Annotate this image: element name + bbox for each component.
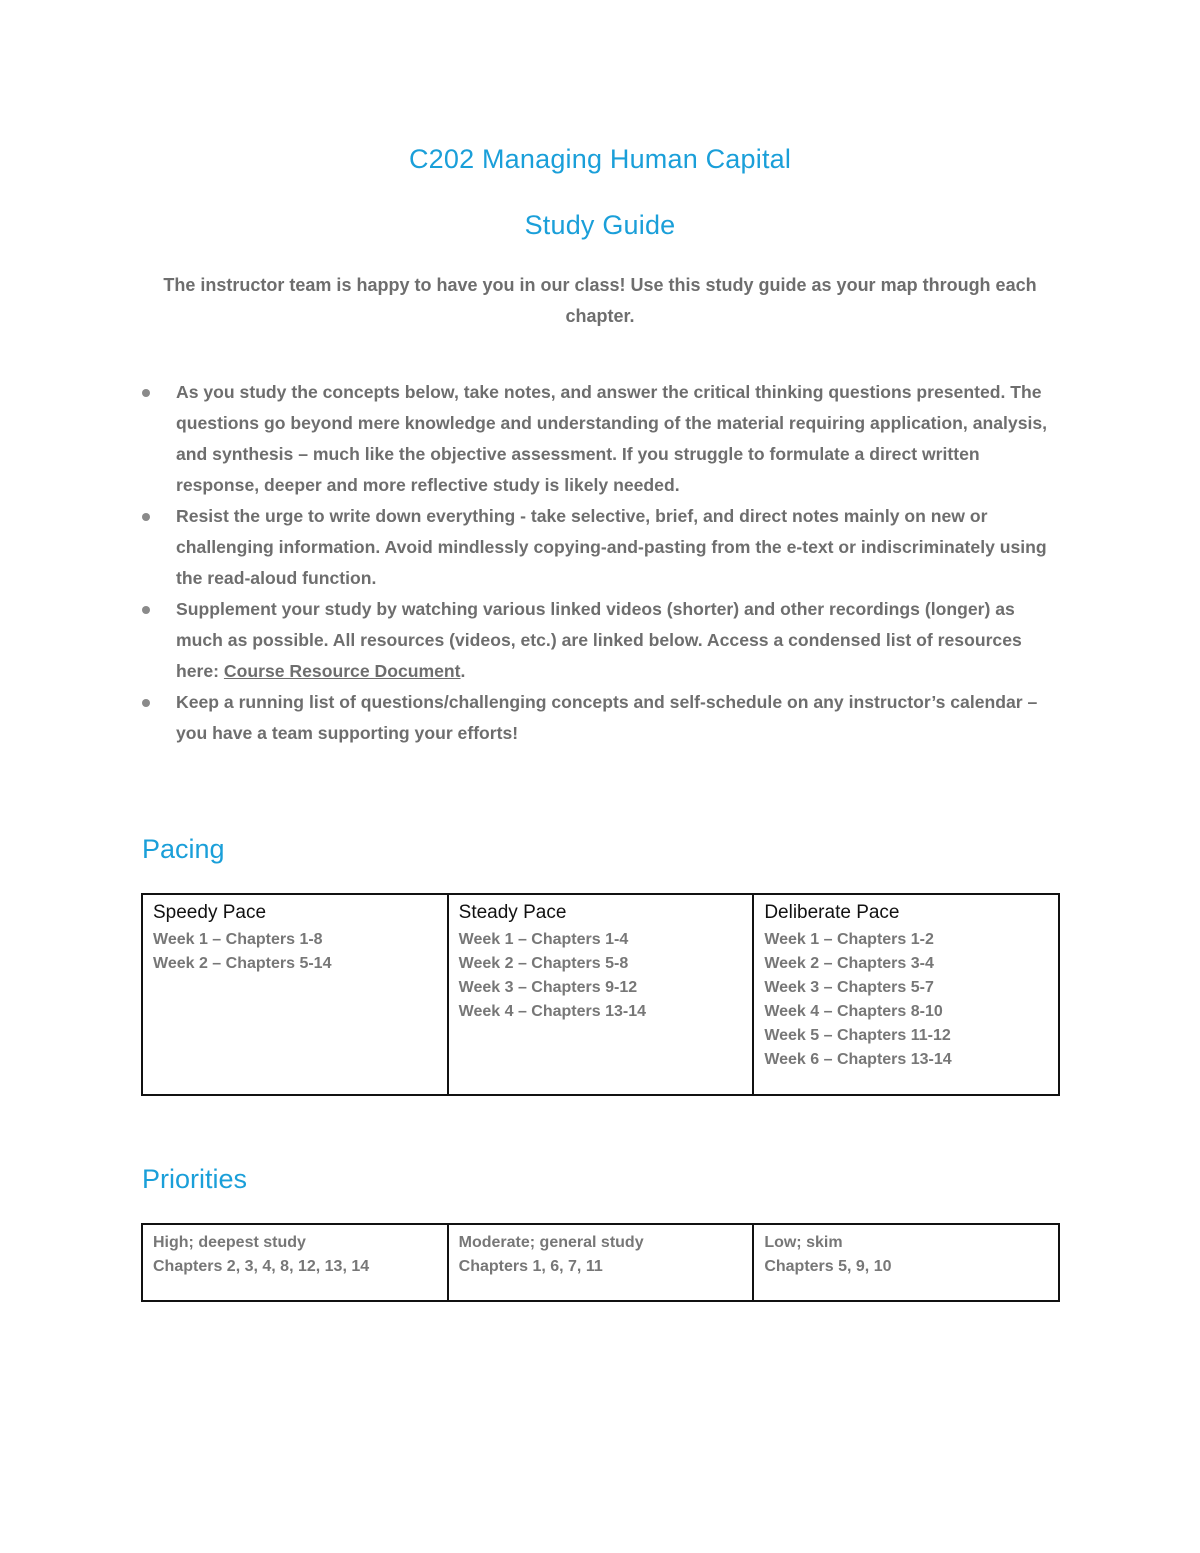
pacing-week: Week 1 – Chapters 1-4 <box>458 931 629 948</box>
pacing-week: Week 4 – Chapters 13-14 <box>458 1003 647 1020</box>
pacing-week: Week 3 – Chapters 9-12 <box>458 979 638 996</box>
pacing-column-title: Speedy Pace <box>153 902 267 923</box>
priority-level: Moderate; general study <box>458 1234 644 1251</box>
guidance-text: Supplement your study by watching various linked videos (shorter) and other recordings (longer) as much as possible. All resources (videos, etc.) are linked below. Access a condensed list of resources here: <box>176 599 1022 681</box>
guidance-text: As you study the concepts below, take notes, and answer the critical thinking questions presented. The questions go beyond mere knowledge and understanding of the material requiring application, analysis, and synthesis – much like the objective assessment. If you struggle to formulate a direct written response, deeper and more reflective study is likely needed. <box>176 382 1048 495</box>
pacing-column-title: Steady Pace <box>458 902 567 923</box>
guidance-text: Keep a running list of questions/challenging concepts and self-schedule on any instructor’s calendar – you have a team supporting your efforts! <box>176 692 1038 743</box>
priority-chapters: Chapters 2, 3, 4, 8, 12, 13, 14 <box>153 1258 370 1275</box>
priority-column-moderate <box>448 1224 754 1301</box>
pacing-table <box>141 893 1060 1096</box>
pacing-week: Week 6 – Chapters 13-14 <box>764 1051 952 1068</box>
guidance-item <box>176 377 1066 501</box>
course-resource-link[interactable]: Course Resource Document <box>223 661 461 681</box>
priority-chapters: Chapters 1, 6, 7, 11 <box>458 1258 603 1275</box>
guidance-item <box>176 687 1066 749</box>
pacing-column-title: Deliberate Pace <box>764 902 900 923</box>
intro-paragraph: The instructor team is happy to have you in our class! Use this study guide as your map through each chapter. <box>163 275 1037 326</box>
guidance-list <box>176 377 1066 749</box>
guidance-item <box>176 594 1066 687</box>
pacing-column-steady <box>448 894 754 1095</box>
priority-level: Low; skim <box>764 1234 843 1251</box>
priorities-table <box>141 1223 1060 1302</box>
pacing-week: Week 4 – Chapters 8-10 <box>764 1003 943 1020</box>
pacing-column-speedy <box>142 894 448 1095</box>
bullet-icon <box>142 389 150 397</box>
priority-column-low <box>753 1224 1059 1301</box>
priority-chapters: Chapters 5, 9, 10 <box>764 1258 892 1275</box>
pacing-week: Week 1 – Chapters 1-8 <box>153 931 323 948</box>
guidance-item <box>176 501 1066 594</box>
guidance-text-end: . <box>460 661 466 681</box>
pacing-week: Week 1 – Chapters 1-2 <box>764 931 934 948</box>
priority-column-high <box>142 1224 448 1301</box>
pacing-week: Week 2 – Chapters 5-8 <box>458 955 629 972</box>
bullet-icon <box>142 606 150 614</box>
pacing-week: Week 3 – Chapters 5-7 <box>764 979 934 996</box>
pacing-heading: Pacing <box>142 834 225 864</box>
document-title: C202 Managing Human Capital <box>408 144 792 174</box>
bullet-icon <box>142 513 150 521</box>
priority-level: High; deepest study <box>153 1234 306 1251</box>
document-subtitle: Study Guide <box>524 210 676 240</box>
bullet-icon <box>142 699 150 707</box>
pacing-week: Week 2 – Chapters 3-4 <box>764 955 934 972</box>
pacing-column-deliberate <box>753 894 1059 1095</box>
guidance-text: Resist the urge to write down everything - take selective, brief, and direct notes mainly on new or challenging information. Avoid mindlessly copying-and-pasting from the e-text or indiscriminately using the read-aloud function. <box>176 506 1047 588</box>
pacing-week: Week 2 – Chapters 5-14 <box>153 955 332 972</box>
pacing-week: Week 5 – Chapters 11-12 <box>764 1027 951 1044</box>
priorities-heading: Priorities <box>142 1164 248 1194</box>
